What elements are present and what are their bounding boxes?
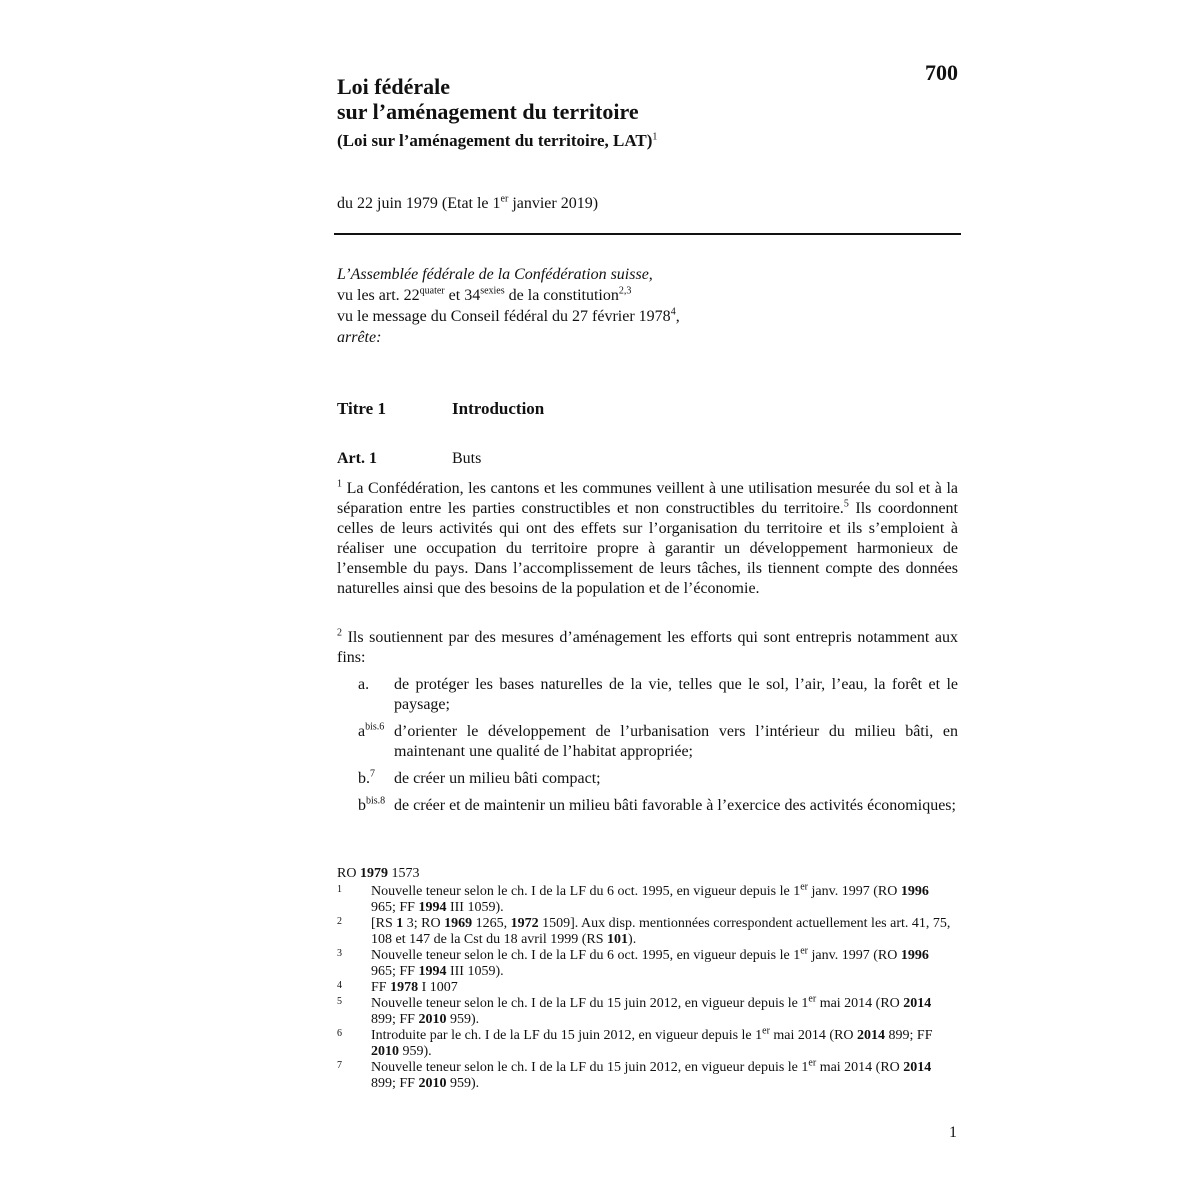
footnote-text: 899; FF [371, 1076, 419, 1091]
footnote-text: Nouvelle teneur selon le ch. I de la LF du 6 oct. 1995, en vigueur depuis le 1 [371, 884, 801, 899]
footnote-text: 1509]. Aux disp. mentionnées correspondent actuellement les art. 41, 75, 108 et 147 de la Cst du 18 avril 1999 (RS [371, 916, 951, 947]
footnote-bold: 2010 [418, 1076, 447, 1091]
sr-number: 700 [925, 60, 958, 85]
law-short-title-text: (Loi sur l’aménagement du territoire, LAT) [337, 131, 653, 150]
footnote-ref[interactable]: 4 [670, 306, 676, 318]
ro-page: 1573 [387, 866, 420, 881]
footnote-text: Nouvelle teneur selon le ch. I de la LF du 15 juin 2012, en vigueur depuis le 1 [371, 996, 809, 1011]
footnote-text: 959). [446, 1076, 480, 1091]
footnote-bold: 2010 [418, 1012, 447, 1027]
objectives-list [337, 675, 958, 823]
list-item-label [358, 796, 385, 816]
footnote-ref[interactable]: .6 [376, 721, 385, 733]
footnote [337, 945, 957, 980]
footnote-text: Nouvelle teneur selon le ch. I de la LF du 15 juin 2012, en vigueur depuis le 1 [371, 1060, 809, 1075]
list-item [337, 769, 958, 789]
footnotes [337, 881, 957, 1092]
list-label-text: b. [358, 770, 370, 787]
law-short-title [337, 130, 657, 152]
ro-year: 1979 [359, 866, 388, 881]
preamble [337, 264, 961, 348]
list-item [337, 722, 958, 762]
footnote-text: Introduite par le ch. I de la LF du 15 juin 2012, en vigueur depuis le 1 [371, 1028, 763, 1043]
preamble-text: de la constitution [504, 287, 619, 304]
footnote [337, 881, 957, 916]
footnote-sup: er [800, 945, 809, 957]
footnote-bold: 101 [607, 932, 629, 947]
list-label-text: a. [358, 676, 370, 693]
footnote-sup: er [800, 881, 809, 893]
footnote-text: 959). [446, 1012, 480, 1027]
footnote-text: janv. 1997 (RO [808, 948, 901, 963]
date-sup: er [500, 193, 509, 205]
footnote-text: 1265, [472, 916, 511, 931]
paragraph-text: La Confédération, les cantons et les communes veillent à une utilisation mesurée du sol et à la séparation entre les parties constructibles et non constructibles du territoire. [337, 480, 958, 517]
footnote-bold: 1996 [900, 884, 929, 899]
footnote-bold: 1996 [900, 948, 929, 963]
footnote-bold: 1978 [390, 980, 419, 995]
footnote-bold: 1 [396, 916, 404, 931]
title-label: Titre 1 [337, 399, 386, 418]
footnote-text: 965; FF [371, 964, 419, 979]
footnote-text: [RS [371, 916, 397, 931]
footnote-text: 965; FF [371, 900, 419, 915]
footnote [337, 993, 957, 1028]
list-item-label [358, 675, 369, 695]
footnote-text: mai 2014 (RO [816, 996, 904, 1011]
footnote-text: Nouvelle teneur selon le ch. I de la LF du 6 oct. 1995, en vigueur depuis le 1 [371, 948, 801, 963]
law-title-line2: sur l’aménagement du territoire [337, 99, 639, 124]
footnote-text: 959). [399, 1044, 432, 1059]
footnote-text: mai 2014 (RO [816, 1060, 904, 1075]
footnote-sup: er [808, 1057, 817, 1069]
list-item [337, 675, 958, 715]
date-text-end: janvier 2019) [508, 195, 599, 212]
ro-prefix: RO [337, 866, 360, 881]
footnote-ref[interactable]: .8 [377, 795, 386, 807]
paragraph-number: 1 [337, 478, 342, 490]
official-collection-ref [337, 866, 419, 882]
footnote-number: 4 [337, 980, 342, 991]
law-title-line1: Loi fédérale [337, 74, 451, 99]
footnote-number: 6 [337, 1028, 342, 1039]
paragraph-text: Ils soutiennent par des mesures d’aménagement les efforts qui sont entrepris notamment aux fins: [337, 629, 958, 666]
list-label-text: a [358, 723, 366, 740]
footnote-text: I 1007 [418, 980, 458, 995]
title-heading: Introduction [452, 399, 545, 418]
article-paragraph-1 [337, 479, 958, 599]
footnote-number: 7 [337, 1060, 342, 1071]
preamble-sup: quater [419, 285, 445, 297]
list-item-label [358, 769, 375, 789]
footnote-sup: er [762, 1025, 770, 1037]
preamble-message [337, 306, 961, 327]
footnote-number: 5 [337, 996, 342, 1007]
preamble-assembly: L’Assemblée fédérale de la Confédération suisse, [337, 266, 653, 283]
paragraph-number: 2 [337, 627, 342, 639]
preamble-constitution [337, 285, 961, 306]
footnote [337, 1025, 957, 1060]
list-label-sup: bis [365, 721, 377, 733]
date-text: du 22 juin 1979 (Etat le 1 [337, 195, 501, 212]
footnote [337, 1057, 957, 1092]
footnote-ref[interactable]: 7 [370, 768, 375, 780]
footnote [337, 916, 957, 948]
footnote-text: III 1059). [446, 964, 504, 979]
footnote-number: 2 [337, 916, 342, 927]
footnote-text: III 1059). [446, 900, 504, 915]
list-label-text: b [358, 797, 366, 814]
preamble-text: , [675, 308, 680, 325]
footnote-number: 3 [337, 948, 342, 959]
preamble-text: vu le message du Conseil fédéral du 27 février 1978 [337, 308, 671, 325]
list-item-text: de créer un milieu bâti compact; [394, 770, 601, 787]
preamble-decree: arrête: [337, 329, 382, 346]
page-number: 1 [949, 1124, 957, 1141]
list-item [337, 796, 958, 816]
footnote-text: ). [628, 932, 637, 947]
footnote-bold: 2014 [903, 1060, 932, 1075]
list-item-label [358, 722, 384, 742]
footnote-text: FF [371, 980, 391, 995]
law-date [337, 193, 598, 215]
list-item-text: de protéger les bases naturelles de la vie, telles que le sol, l’air, l’eau, la forêt et le paysage; [394, 676, 958, 713]
article-heading: Buts [452, 450, 482, 467]
preamble-sup: sexies [480, 285, 505, 297]
footnote-bold: 1972 [510, 916, 539, 931]
footnote-text: mai 2014 (RO [769, 1028, 858, 1043]
footnote-number: 1 [337, 884, 342, 895]
footnote-bold: 2010 [371, 1044, 399, 1059]
paragraph-text: Ils coordonnent celles de leurs activités qui ont des effets sur l’organisation du territoire et ils s’emploient à réaliser une occupation du territoire propre à garantir un développement harmonieux de l’ensemble du pays. Dans l’accomplissement de leurs tâches, ils tiennent compte des données naturelles ainsi que des besoins de la population et de l’économie. [337, 500, 958, 597]
footnote-ref[interactable]: 2,3 [618, 285, 632, 297]
preamble-text: et 34 [444, 287, 481, 304]
list-label-sup: bis [366, 795, 378, 807]
footnote-sup: er [808, 993, 817, 1005]
list-item-text: de créer et de maintenir un milieu bâti favorable à l’exercice des activités économiques; [394, 797, 956, 814]
article-label: Art. 1 [337, 450, 377, 467]
article-paragraph-2 [337, 628, 958, 668]
footnote-text: 3; RO [403, 916, 445, 931]
footnote-text: 899; FF [371, 1012, 419, 1027]
footnote-bold: 1994 [418, 900, 447, 915]
footnote-bold: 1994 [418, 964, 447, 979]
footnote-ref[interactable]: 5 [843, 498, 849, 510]
list-item-text: d’orienter le développement de l’urbanisation vers l’intérieur du milieu bâti, en maintenant une qualité de l’habitat appropriée; [394, 723, 958, 760]
preamble-text: vu les art. 22 [337, 287, 420, 304]
header-divider [334, 233, 961, 235]
footnote [337, 980, 957, 996]
footnote-bold: 2014 [857, 1028, 886, 1043]
footnote-bold: 1969 [444, 916, 473, 931]
footnote-text: janv. 1997 (RO [808, 884, 901, 899]
footnote-bold: 2014 [903, 996, 932, 1011]
footnote-text: 899; FF [885, 1028, 933, 1043]
footnote-ref[interactable]: 1 [652, 131, 658, 143]
